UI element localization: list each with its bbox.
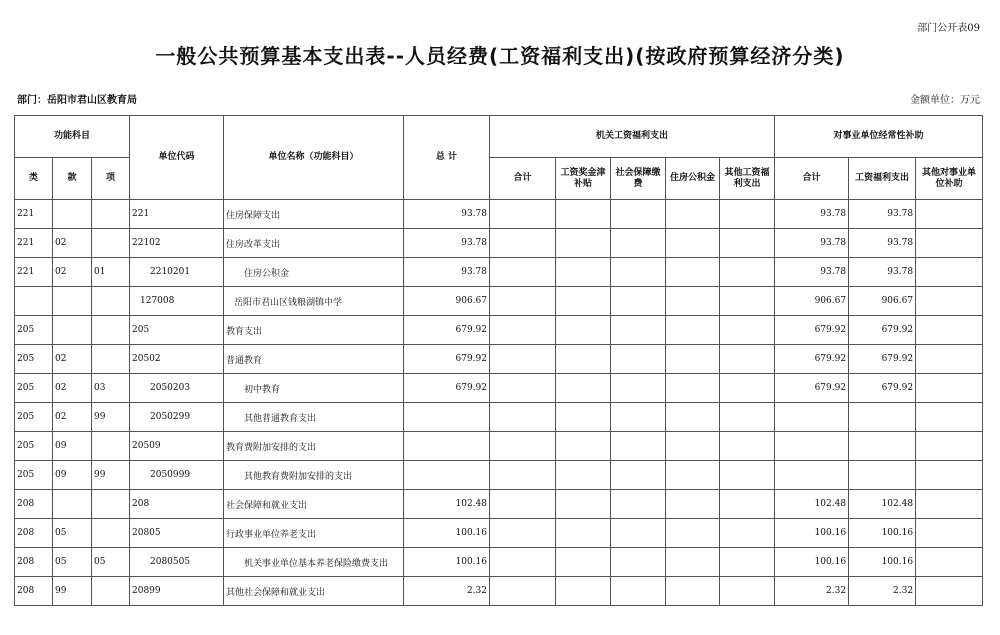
table-row [15, 345, 983, 374]
cell-unit-name: 住房改革支出 [224, 229, 404, 258]
cell-org-total [490, 403, 556, 432]
cell-total: 93.78 [404, 229, 490, 258]
header-sub-other: 其他对事业单位补助 [916, 158, 983, 200]
cell-total: 906.67 [404, 287, 490, 316]
cell-xiang [92, 287, 130, 316]
cell-org-social [611, 287, 666, 316]
cell-total: 93.78 [404, 200, 490, 229]
cell-sub-wage: 93.78 [849, 200, 916, 229]
cell-kuan [53, 200, 92, 229]
cell-xiang [92, 200, 130, 229]
cell-lei: 205 [15, 374, 53, 403]
cell-unit-name: 初中教育 [224, 374, 404, 403]
cell-org-social [611, 490, 666, 519]
cell-org-total [490, 490, 556, 519]
cell-unit-name: 住房公积金 [224, 258, 404, 287]
header-xiang: 项 [92, 158, 130, 200]
header-org-group: 机关工资福利支出 [490, 116, 775, 158]
cell-org-total [490, 200, 556, 229]
cell-kuan: 02 [53, 258, 92, 287]
cell-org-other [720, 229, 775, 258]
cell-sub-total: 2.32 [775, 577, 849, 606]
cell-org-housing [666, 519, 720, 548]
table-row [15, 287, 983, 316]
cell-kuan: 02 [53, 374, 92, 403]
cell-org-wage [556, 374, 611, 403]
cell-org-social [611, 577, 666, 606]
cell-xiang [92, 490, 130, 519]
cell-unit-code: 221 [130, 200, 224, 229]
header-unit-code: 单位代码 [130, 116, 224, 200]
table-row [15, 577, 983, 606]
cell-sub-other [916, 548, 983, 577]
table-row [15, 403, 983, 432]
header-sub-wage: 工资福利支出 [849, 158, 916, 200]
cell-org-housing [666, 316, 720, 345]
cell-kuan: 05 [53, 519, 92, 548]
cell-sub-wage: 2.32 [849, 577, 916, 606]
cell-sub-wage [849, 432, 916, 461]
cell-xiang: 01 [92, 258, 130, 287]
cell-lei: 208 [15, 548, 53, 577]
cell-org-total [490, 374, 556, 403]
cell-xiang [92, 519, 130, 548]
cell-unit-name: 教育支出 [224, 316, 404, 345]
cell-org-social [611, 200, 666, 229]
cell-org-other [720, 432, 775, 461]
cell-org-social [611, 374, 666, 403]
cell-org-other [720, 287, 775, 316]
cell-sub-wage: 102.48 [849, 490, 916, 519]
cell-sub-other [916, 316, 983, 345]
cell-lei: 205 [15, 403, 53, 432]
cell-total [404, 432, 490, 461]
cell-org-social [611, 548, 666, 577]
header-func-subject: 功能科目 [15, 116, 130, 158]
cell-unit-code: 2210201 [130, 258, 224, 287]
table-row [15, 200, 983, 229]
cell-org-other [720, 345, 775, 374]
cell-sub-other [916, 519, 983, 548]
cell-sub-total: 93.78 [775, 200, 849, 229]
cell-sub-wage: 93.78 [849, 258, 916, 287]
header-org-total: 合计 [490, 158, 556, 200]
cell-kuan: 02 [53, 345, 92, 374]
cell-sub-wage: 100.16 [849, 548, 916, 577]
cell-org-social [611, 461, 666, 490]
cell-org-other [720, 403, 775, 432]
cell-kuan [53, 316, 92, 345]
cell-kuan: 05 [53, 548, 92, 577]
cell-xiang [92, 229, 130, 258]
cell-kuan: 09 [53, 432, 92, 461]
cell-sub-total [775, 461, 849, 490]
table-row [15, 374, 983, 403]
cell-sub-total [775, 432, 849, 461]
table-row [15, 229, 983, 258]
cell-unit-code: 2080505 [130, 548, 224, 577]
cell-xiang [92, 577, 130, 606]
cell-org-total [490, 461, 556, 490]
cell-xiang: 99 [92, 403, 130, 432]
cell-xiang [92, 432, 130, 461]
cell-org-social [611, 258, 666, 287]
cell-sub-other [916, 287, 983, 316]
cell-org-other [720, 577, 775, 606]
cell-xiang: 99 [92, 461, 130, 490]
cell-sub-other [916, 374, 983, 403]
cell-unit-name: 其他普通教育支出 [224, 403, 404, 432]
cell-sub-total: 906.67 [775, 287, 849, 316]
cell-org-total [490, 229, 556, 258]
cell-sub-total [775, 403, 849, 432]
cell-total: 2.32 [404, 577, 490, 606]
cell-kuan: 99 [53, 577, 92, 606]
cell-org-other [720, 258, 775, 287]
cell-lei: 205 [15, 345, 53, 374]
cell-unit-code: 20805 [130, 519, 224, 548]
header-org-wage: 工资奖金津补贴 [556, 158, 611, 200]
header-org-other: 其他工资福利支出 [720, 158, 775, 200]
cell-lei: 221 [15, 229, 53, 258]
cell-total: 93.78 [404, 258, 490, 287]
header-sub-total: 合计 [775, 158, 849, 200]
cell-org-housing [666, 345, 720, 374]
cell-unit-code: 127008 [130, 287, 224, 316]
cell-org-wage [556, 577, 611, 606]
cell-unit-code: 20502 [130, 345, 224, 374]
cell-org-total [490, 432, 556, 461]
cell-sub-other [916, 577, 983, 606]
cell-org-other [720, 374, 775, 403]
cell-org-social [611, 316, 666, 345]
cell-total [404, 461, 490, 490]
cell-total [404, 403, 490, 432]
cell-sub-total: 100.16 [775, 548, 849, 577]
cell-org-wage [556, 200, 611, 229]
cell-sub-other [916, 461, 983, 490]
cell-lei: 205 [15, 461, 53, 490]
cell-xiang [92, 345, 130, 374]
cell-sub-total: 102.48 [775, 490, 849, 519]
header-unit-name: 单位名称（功能科目） [224, 116, 404, 200]
cell-org-total [490, 287, 556, 316]
cell-org-housing [666, 461, 720, 490]
cell-sub-total: 679.92 [775, 316, 849, 345]
table-row [15, 432, 983, 461]
cell-org-housing [666, 490, 720, 519]
cell-org-wage [556, 229, 611, 258]
cell-sub-total: 679.92 [775, 374, 849, 403]
cell-sub-wage: 906.67 [849, 287, 916, 316]
cell-total: 100.16 [404, 548, 490, 577]
cell-unit-code: 205 [130, 316, 224, 345]
cell-org-wage [556, 258, 611, 287]
cell-unit-code: 20509 [130, 432, 224, 461]
cell-org-wage [556, 432, 611, 461]
form-number: 部门公开表09 [917, 23, 980, 34]
cell-org-other [720, 316, 775, 345]
cell-org-social [611, 345, 666, 374]
table-row [15, 548, 983, 577]
cell-total: 102.48 [404, 490, 490, 519]
cell-sub-other [916, 432, 983, 461]
cell-sub-other [916, 345, 983, 374]
cell-org-total [490, 316, 556, 345]
cell-lei: 221 [15, 200, 53, 229]
cell-total: 679.92 [404, 316, 490, 345]
cell-kuan: 09 [53, 461, 92, 490]
cell-org-social [611, 519, 666, 548]
cell-unit-name: 住房保障支出 [224, 200, 404, 229]
cell-org-total [490, 258, 556, 287]
header-sub-group: 对事业单位经常性补助 [775, 116, 983, 158]
cell-org-total [490, 548, 556, 577]
cell-unit-name: 普通教育 [224, 345, 404, 374]
cell-org-housing [666, 374, 720, 403]
cell-unit-code: 22102 [130, 229, 224, 258]
header-total: 总 计 [404, 116, 490, 200]
cell-sub-wage: 679.92 [849, 374, 916, 403]
cell-org-housing [666, 403, 720, 432]
table-row [15, 490, 983, 519]
cell-org-wage [556, 403, 611, 432]
header-kuan: 款 [53, 158, 92, 200]
cell-sub-wage: 100.16 [849, 519, 916, 548]
cell-sub-wage: 679.92 [849, 345, 916, 374]
cell-xiang: 03 [92, 374, 130, 403]
cell-sub-other [916, 229, 983, 258]
cell-org-social [611, 229, 666, 258]
cell-org-wage [556, 548, 611, 577]
cell-org-wage [556, 461, 611, 490]
cell-lei: 205 [15, 316, 53, 345]
page-title: 一般公共预算基本支出表--人员经费(工资福利支出)(按政府预算经济分类) [155, 44, 845, 68]
cell-kuan [53, 287, 92, 316]
cell-sub-total: 100.16 [775, 519, 849, 548]
cell-org-housing [666, 200, 720, 229]
table-row [15, 316, 983, 345]
cell-org-other [720, 490, 775, 519]
cell-xiang: 05 [92, 548, 130, 577]
cell-sub-total: 93.78 [775, 258, 849, 287]
cell-total: 100.16 [404, 519, 490, 548]
cell-sub-wage: 93.78 [849, 229, 916, 258]
cell-total: 679.92 [404, 345, 490, 374]
cell-sub-other [916, 200, 983, 229]
cell-sub-other [916, 403, 983, 432]
cell-kuan: 02 [53, 403, 92, 432]
cell-org-other [720, 200, 775, 229]
cell-org-wage [556, 316, 611, 345]
cell-sub-wage [849, 461, 916, 490]
cell-sub-wage [849, 403, 916, 432]
cell-lei: 205 [15, 432, 53, 461]
amount-unit-label: 金额单位：万元 [910, 95, 980, 106]
cell-sub-total: 679.92 [775, 345, 849, 374]
header-org-housing: 住房公积金 [666, 158, 720, 200]
cell-org-social [611, 432, 666, 461]
cell-org-total [490, 519, 556, 548]
cell-org-wage [556, 490, 611, 519]
cell-unit-name: 其他教育费附加安排的支出 [224, 461, 404, 490]
cell-unit-name: 机关事业单位基本养老保险缴费支出 [224, 548, 404, 577]
cell-org-wage [556, 287, 611, 316]
cell-org-housing [666, 548, 720, 577]
table-row [15, 461, 983, 490]
cell-lei: 208 [15, 519, 53, 548]
cell-org-other [720, 548, 775, 577]
cell-sub-wage: 679.92 [849, 316, 916, 345]
cell-unit-name: 其他社会保障和就业支出 [224, 577, 404, 606]
cell-sub-other [916, 258, 983, 287]
budget-table [14, 115, 983, 606]
header-org-social: 社会保障缴费 [611, 158, 666, 200]
header-lei: 类 [15, 158, 53, 200]
cell-org-social [611, 403, 666, 432]
cell-org-housing [666, 577, 720, 606]
cell-org-other [720, 461, 775, 490]
cell-xiang [92, 316, 130, 345]
cell-unit-name: 岳阳市君山区钱粮湖镇中学 [224, 287, 404, 316]
cell-org-housing [666, 258, 720, 287]
cell-org-wage [556, 345, 611, 374]
cell-lei: 208 [15, 490, 53, 519]
cell-org-housing [666, 287, 720, 316]
cell-sub-other [916, 490, 983, 519]
cell-org-total [490, 577, 556, 606]
cell-unit-code: 2050299 [130, 403, 224, 432]
cell-sub-total: 93.78 [775, 229, 849, 258]
cell-org-housing [666, 432, 720, 461]
cell-unit-name: 社会保障和就业支出 [224, 490, 404, 519]
cell-org-housing [666, 229, 720, 258]
cell-kuan: 02 [53, 229, 92, 258]
cell-unit-code: 2050203 [130, 374, 224, 403]
cell-unit-code: 208 [130, 490, 224, 519]
cell-org-wage [556, 519, 611, 548]
cell-unit-name: 教育费附加安排的支出 [224, 432, 404, 461]
cell-lei: 208 [15, 577, 53, 606]
cell-unit-code: 2050999 [130, 461, 224, 490]
cell-kuan [53, 490, 92, 519]
cell-lei [15, 287, 53, 316]
table-row [15, 258, 983, 287]
cell-unit-code: 20899 [130, 577, 224, 606]
table-row [15, 519, 983, 548]
department-label: 部门：岳阳市君山区教育局 [17, 95, 137, 106]
cell-org-total [490, 345, 556, 374]
cell-unit-name: 行政事业单位养老支出 [224, 519, 404, 548]
cell-lei: 221 [15, 258, 53, 287]
cell-org-other [720, 519, 775, 548]
cell-total: 679.92 [404, 374, 490, 403]
